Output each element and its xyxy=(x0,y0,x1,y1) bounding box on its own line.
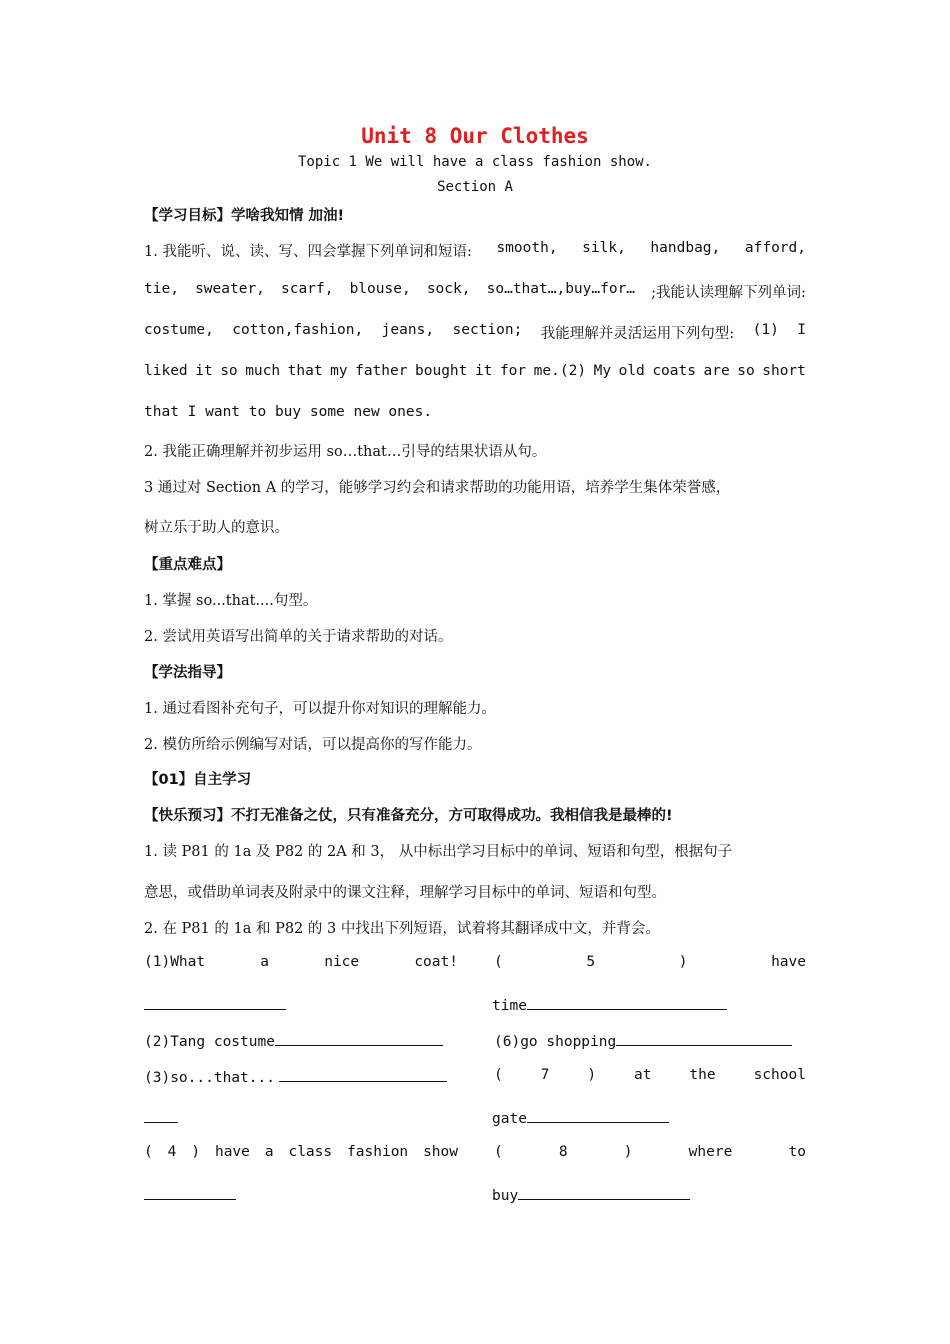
phrase-5-cont xyxy=(492,995,727,1014)
text-span: 我能理解并灵活运用下列句型: xyxy=(540,326,735,342)
answer-blank[interactable] xyxy=(144,1108,178,1123)
text-span: much xyxy=(245,363,281,379)
text-span: My xyxy=(593,363,612,379)
text-span: me.(2) xyxy=(533,363,587,379)
text-span: afford, xyxy=(744,240,806,256)
text-span: nice xyxy=(324,954,360,970)
text-span: costume, xyxy=(144,322,214,338)
text-span: a xyxy=(264,1144,274,1160)
text-span: show xyxy=(423,1144,458,1160)
text-span: for xyxy=(499,363,527,379)
text-span: it xyxy=(474,363,493,379)
text-span: (1) xyxy=(752,322,779,338)
goals-item1-line3 xyxy=(144,322,806,343)
phrase-6 xyxy=(494,1031,806,1050)
goals-item1-line1 xyxy=(144,240,806,261)
text-span: ;我能认读理解下列单词: xyxy=(651,285,806,301)
text-span: ) xyxy=(191,1144,201,1160)
phrase-1-blank[interactable] xyxy=(144,995,286,1014)
text-span: coats xyxy=(652,363,696,379)
text-span: time xyxy=(492,998,527,1014)
text-span: so…that…,buy…for… xyxy=(486,281,636,297)
goals-item3-line1: 3 通过对 Section A 的学习，能够学习约会和请求帮助的功能用语，培养学生集体荣誉感， xyxy=(144,480,731,496)
text-span: so xyxy=(220,363,238,379)
key-points-heading: 【重点难点】 xyxy=(144,557,231,573)
text-span: a xyxy=(260,954,270,970)
method-heading: 【学法指导】 xyxy=(144,665,231,681)
answer-blank[interactable] xyxy=(527,1108,669,1123)
text-span: smooth, xyxy=(496,240,558,256)
text-span: ) xyxy=(678,954,688,970)
text-span: 7 xyxy=(540,1067,550,1083)
goals-item2: 2. 我能正确理解并初步运用 so…that…引导的结果状语从句。 xyxy=(144,444,547,460)
phrase-5 xyxy=(494,954,806,970)
text-span: are xyxy=(703,363,730,379)
answer-blank[interactable] xyxy=(275,1031,443,1046)
answer-blank[interactable] xyxy=(144,1185,236,1200)
text-span: jeans, xyxy=(381,322,435,338)
phrase-3-blank-cont[interactable] xyxy=(144,1108,178,1127)
goals-item1-line4 xyxy=(144,363,806,379)
phrase-8 xyxy=(494,1144,806,1160)
text-span: ( xyxy=(144,1144,153,1160)
text-span: 1. 我能听、说、读、写、四会掌握下列单词和短语: xyxy=(144,244,472,260)
self-study-heading: 【01】自主学习 xyxy=(144,772,252,788)
goals-item3-line2: 树立乐于助人的意识。 xyxy=(144,520,289,536)
phrase-3 xyxy=(144,1067,458,1086)
topic-subtitle: Topic 1 We will have a class fashion show. xyxy=(297,154,652,170)
text-span: handbag, xyxy=(650,240,721,256)
text-span: silk, xyxy=(582,240,626,256)
text-span: ( xyxy=(494,1067,503,1083)
text-span: to xyxy=(788,1144,806,1160)
self-study-item1-line2: 意思，或借助单词表及附录中的课文注释，理解学习目标中的单词、短语和句型。 xyxy=(144,885,666,901)
phrase-7-cont xyxy=(492,1108,669,1127)
text-span: coat! xyxy=(414,954,458,970)
text-span: school xyxy=(753,1067,806,1083)
phrase-2 xyxy=(144,1031,458,1050)
answer-blank[interactable] xyxy=(527,995,727,1010)
text-span: ) xyxy=(587,1067,597,1083)
self-study-item1-line1: 1. 读 P81 的 1a 及 P82 的 2A 和 3， 从中标出学习目标中的单词、短语和句型，根据句子 xyxy=(144,844,733,860)
answer-blank[interactable] xyxy=(616,1031,792,1046)
phrase-8-cont xyxy=(492,1185,690,1204)
text-span: at xyxy=(634,1067,652,1083)
goals-item1-line2 xyxy=(144,281,806,302)
text-span: 4 xyxy=(167,1144,177,1160)
text-span: class xyxy=(288,1144,333,1160)
text-span: father xyxy=(355,363,408,379)
text-span: fashion xyxy=(347,1144,409,1160)
answer-blank[interactable] xyxy=(279,1067,447,1082)
answer-blank[interactable] xyxy=(144,995,286,1010)
phrase-4-blank[interactable] xyxy=(144,1185,236,1204)
text-span: ) xyxy=(623,1144,633,1160)
text-span: gate xyxy=(492,1111,527,1127)
goals-item1-line5: that I want to buy some new ones. xyxy=(144,404,433,420)
key-points-item1: 1. 掌握 so...that....句型。 xyxy=(144,593,318,609)
text-span: 8 xyxy=(558,1144,568,1160)
text-span: sock, xyxy=(426,281,471,297)
text-span: the xyxy=(689,1067,716,1083)
text-span: so xyxy=(737,363,755,379)
text-span: tie, xyxy=(144,281,179,297)
method-item1: 1. 通过看图补充句子，可以提升你对知识的理解能力。 xyxy=(144,701,496,717)
text-span: blouse, xyxy=(349,281,411,297)
self-study-item2: 2. 在 P81 的 1a 和 P82 的 3 中找出下列短语，试着将其翻译成中文，并背会。 xyxy=(144,921,660,937)
text-span: it xyxy=(195,363,213,379)
text-span: have xyxy=(771,954,806,970)
text-span: old xyxy=(618,363,645,379)
answer-blank[interactable] xyxy=(518,1185,690,1200)
text-span: (2)Tang costume xyxy=(144,1034,275,1050)
phrase-1 xyxy=(144,954,458,970)
text-span: bought xyxy=(415,363,468,379)
text-span: ( xyxy=(494,1144,503,1160)
text-span: (6)go shopping xyxy=(494,1034,617,1050)
text-span: (1)What xyxy=(144,954,206,970)
document-title: Unit 8 Our Clothes xyxy=(361,124,589,148)
phrase-7 xyxy=(494,1067,806,1083)
goals-heading: 【学习目标】学啥我知情 加油! xyxy=(144,208,345,224)
text-span: ( xyxy=(494,954,503,970)
text-span: that xyxy=(287,363,323,379)
text-span: liked xyxy=(144,363,188,379)
text-span: section; xyxy=(452,322,523,338)
text-span: cotton,fashion, xyxy=(232,322,364,338)
text-span: have xyxy=(214,1144,250,1160)
text-span: sweater, xyxy=(195,281,265,297)
text-span: (3)so...that... xyxy=(144,1070,275,1086)
text-span: where xyxy=(688,1144,733,1160)
text-span: I xyxy=(797,322,806,338)
key-points-item2: 2. 尝试用英语写出简单的关于请求帮助的对话。 xyxy=(144,629,453,645)
text-span: scarf, xyxy=(281,281,334,297)
method-item2: 2. 模仿所给示例编写对话，可以提高你的写作能力。 xyxy=(144,737,482,753)
text-span: 5 xyxy=(586,954,596,970)
section-subtitle: Section A xyxy=(437,179,513,195)
phrase-4 xyxy=(144,1144,458,1160)
text-span: buy xyxy=(492,1188,519,1204)
text-span: my xyxy=(330,363,348,379)
text-span: short xyxy=(762,363,806,379)
preview-heading: 【快乐预习】不打无准备之仗，只有准备充分，方可取得成功。我相信我是最棒的! xyxy=(144,808,673,824)
